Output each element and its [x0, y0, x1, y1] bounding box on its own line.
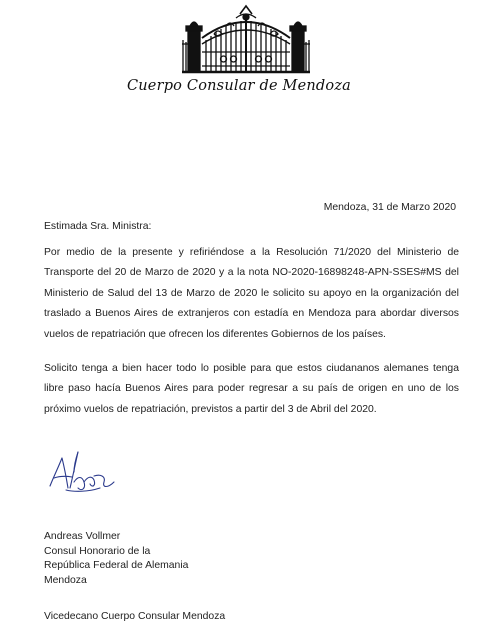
signatory-block: [44, 530, 188, 588]
handwritten-signature: [44, 446, 130, 498]
signatory-name: Andreas Vollmer: [44, 531, 121, 542]
signatory-title-line-2: República Federal de Alemania: [44, 560, 189, 572]
signatory-role: Vicedecano Cuerpo Consular Mendoza: [44, 611, 226, 622]
letterhead-org-name: Cuerpo Consular de Mendoza: [126, 78, 352, 94]
wrought-iron-gate-icon: [180, 4, 312, 76]
signatory-city: Mendoza: [44, 574, 87, 586]
letter-paragraph-2: Solicito tenga a bien hacer todo lo posible para que estos ciudananos alemanes tenga libre paso hacía Buenos Aires para poder regresar a su país de origen en uno de los próximo vuelos de repatriación, previstos a partir del 3 de Abril del 2020.: [44, 363, 459, 415]
letter-salutation: Estimada Sra. Ministra:: [44, 221, 152, 232]
letter-date: Mendoza, 31 de Marzo 2020: [323, 202, 456, 213]
signatory-title-line-1: Consul Honorario de la: [44, 545, 151, 557]
letter-paragraph-1: Por medio de la presente y refiriéndose a la Resolución 71/2020 del Ministerio de Transporte del 20 de Marzo de 2020 y a la nota NO-2020-16898248-APN-SSES#MS del Ministerio de Salud del 13 de Marzo de 2020 le solicito su apoyo en la organización del traslado a Buenos Aires de extranjeros con estadía en Mendoza para abordar diversos vuelos de repatriación que ofrecen los diferentes Gobiernos de los países.: [44, 247, 459, 340]
